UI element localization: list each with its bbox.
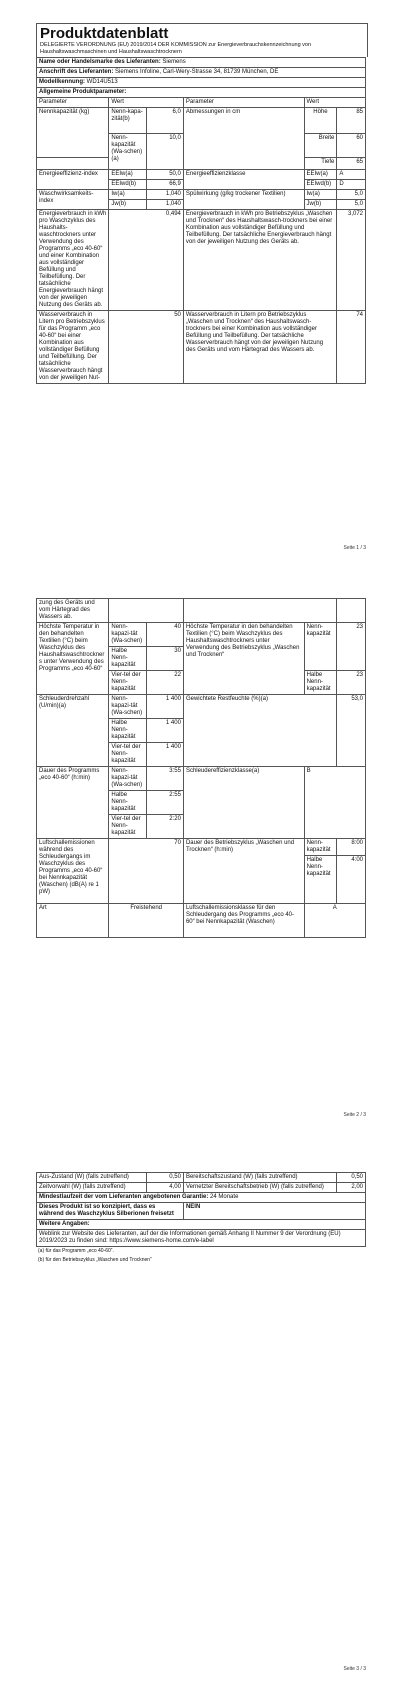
- temp-row-1: [37, 623, 366, 647]
- networked-standby-label: Vernetzter Bereitschaftsbetrieb (W) (falls zutreffend): [183, 1183, 337, 1193]
- rated-capacity-sub-2: Nenn-kapazität (Wa-schen)(a): [109, 134, 146, 170]
- temp-sub-1: Nenn-kapazi-tät (Wa-schen): [109, 623, 146, 647]
- duration-row-1: [37, 767, 366, 791]
- header: [36, 23, 368, 57]
- rinse-sub-1: Iw(a): [304, 190, 337, 200]
- spin-value-1: 1 400: [146, 695, 183, 719]
- page-number-1: Seite 1 / 3: [343, 545, 366, 551]
- model-label: Modellkennung:: [39, 79, 85, 85]
- further-info-label: Weitere Angaben:: [37, 1220, 366, 1230]
- water-label-right: Wasserverbrauch in Litern pro Betriebszyklus „Waschen und Trocknen“ des Haushaltswasch-trockners bei einer Kombination aus vollständiger Befüllung und Teilbefüllung. Der tatsächliche Wasserverbrauch hängt von der jeweiligen Nutzung des Geräts und vom Härtegrad des Wassers ab.: [183, 311, 337, 384]
- wash-dry-duration-sub-1: Nenn-kapazität: [304, 839, 337, 856]
- warranty-value: 24 Monate: [210, 1194, 239, 1200]
- spin-value-2: 1 400: [146, 719, 183, 743]
- warranty-label: Mindestlaufzeit der vom Lieferanten angebotenen Garantie:: [39, 1194, 209, 1200]
- networked-standby-value: 2,00: [337, 1183, 366, 1193]
- temp-value-1: 40: [146, 623, 183, 647]
- noise-row-1: [37, 839, 366, 856]
- brand-label: Name oder Handelsmarke des Lieferanten:: [39, 59, 161, 65]
- wash-value-1: 1,040: [146, 190, 183, 200]
- spin-sub-2: Halbe Nenn-kapazität: [109, 719, 146, 743]
- spin-row-1: [37, 695, 366, 719]
- wash-dry-duration-sub-2: Halbe Nenn-kapazität: [304, 856, 337, 904]
- height-value: 85: [337, 108, 366, 134]
- energy-value-right: 3,072: [337, 210, 366, 311]
- energy-class-value-1: A: [337, 170, 366, 180]
- model-row: [37, 78, 366, 88]
- col-header-value: Wert: [109, 98, 184, 108]
- rinse-label: Spülwirkung (g/kg trockener Textilien): [183, 190, 304, 210]
- col-header-parameter-right: Parameter: [183, 98, 304, 108]
- depth-value: 65: [337, 158, 366, 170]
- page-1: [0, 0, 400, 560]
- supplier-brand-row: [37, 58, 366, 68]
- height-label: Höhe: [304, 108, 337, 134]
- regulation-subtitle: DELEGIERTE VERORDNUNG (EU) 2019/2014 DER KOMMISSION zur Energieverbrauchskennzeichnung von Haushaltswaschmaschinen und Haushaltswaschtrocknern: [40, 42, 312, 55]
- spin-sub-1: Nenn-kapazi-tät (Wa-schen): [109, 695, 146, 719]
- page-title: Produktdatenblatt: [40, 25, 169, 42]
- duration-sub-3: Vier-tel der Nenn-kapazität: [109, 815, 146, 839]
- rated-capacity-value-1: 6,0: [146, 108, 183, 134]
- duration-value-3: 2:20: [146, 815, 183, 839]
- spin-class-label: Schleudereffizienzklasse(a): [183, 767, 304, 839]
- page-2: [0, 560, 400, 1140]
- warranty-row: [37, 1193, 366, 1203]
- model-value: WD14U513: [86, 79, 118, 85]
- temp-value-2: 30: [146, 647, 183, 671]
- silver-ions-row: [37, 1203, 366, 1220]
- wash-sub-1: Iw(a): [109, 190, 146, 200]
- temp-label-left: Höchste Temperatur in den behandelten Textilien (°C) beim Waschzyklus des Haushaltswaschtrockners unter Verwendung des Programms „eco 40-60“: [37, 623, 109, 695]
- rinse-value-2: 5,0: [337, 200, 366, 210]
- energy-consumption-row: [37, 210, 366, 311]
- weblink-row: [37, 1230, 366, 1247]
- spin-value-3: 1 400: [146, 743, 183, 767]
- type-row: [37, 904, 366, 938]
- energy-class-value-2: D: [337, 180, 366, 190]
- off-mode-label: Aus-Zustand (W) (falls zutreffend): [37, 1173, 147, 1183]
- eei-row-1: [37, 170, 366, 180]
- continuation-row: [37, 599, 366, 623]
- supplier-address-row: [37, 68, 366, 78]
- type-value: Freistehend: [109, 904, 184, 938]
- type-label: Art: [37, 904, 109, 938]
- wash-row-1: [37, 190, 366, 200]
- silver-ions-value: NEIN: [183, 1203, 365, 1220]
- wash-label: Waschwirksamkeits-index: [37, 190, 109, 210]
- noise-value: 70: [109, 839, 184, 904]
- temp-sub-2: Halbe Nenn-kapazität: [109, 647, 146, 671]
- general-params-heading: Allgemeine Produktparameter:: [37, 88, 366, 98]
- wash-dry-duration-label: Dauer des Betriebszyklus „Waschen und Trocknen“ (h:min): [183, 839, 304, 904]
- width-label: Breite: [304, 134, 337, 158]
- general-params-row: [37, 88, 366, 98]
- water-value-right: 74: [337, 311, 366, 384]
- off-mode-row: [37, 1173, 366, 1183]
- energy-class-label: Energieeffizienzklasse: [183, 170, 304, 190]
- rated-capacity-sub-1: Nenn-kapa-zität(b): [109, 108, 146, 134]
- rinse-sub-2: Jw(b): [304, 200, 337, 210]
- temp-right-value-1: 23: [337, 623, 366, 671]
- page-number-2: Seite 2 / 3: [343, 1112, 366, 1118]
- eei-value-2: 66,9: [146, 180, 183, 190]
- eei-sub-2: EEIwd(b): [109, 180, 146, 190]
- delay-start-row: [37, 1183, 366, 1193]
- dimensions-label: Abmessungen in cm: [183, 108, 304, 170]
- noise-class-value: A: [304, 904, 365, 938]
- page-3: [0, 1140, 400, 1698]
- wash-value-2: 1,040: [146, 200, 183, 210]
- silver-ions-label: Dieses Produkt ist so konzipiert, dass es während des Waschzyklus Silberionen freisetzt: [37, 1203, 184, 1220]
- temp-sub-3: Vier-tel der Nenn-kapazität: [109, 671, 146, 695]
- temp-right-value-2: 23: [337, 671, 366, 695]
- temp-value-3: 22: [146, 671, 183, 695]
- product-data-table-1: [36, 57, 366, 384]
- col-header-value-right: Wert: [304, 98, 366, 108]
- duration-value-1: 3:55: [146, 767, 183, 791]
- energy-class-sub-2: EEIwd(b): [304, 180, 337, 190]
- product-data-table-2: [36, 598, 366, 938]
- eei-label: Energieeffizienz-index: [37, 170, 109, 190]
- footnote-a: (a) für das Programm „eco 40-60“.: [38, 1248, 114, 1254]
- duration-label-left: Dauer des Programms „eco 40-60“ (h:min): [37, 767, 109, 839]
- water-value-left: 50: [109, 311, 184, 384]
- off-mode-value: 0,50: [146, 1173, 183, 1183]
- water-consumption-row: [37, 311, 366, 384]
- column-header-row: [37, 98, 366, 108]
- noise-class-label: Luftschallemissionsklasse für den Schleudergang des Programms „eco 40-60“ bei Nennkapazität (Waschen): [183, 904, 304, 938]
- col-header-parameter: Parameter: [37, 98, 109, 108]
- standby-value: 0,50: [337, 1173, 366, 1183]
- width-value: 60: [337, 134, 366, 158]
- energy-class-sub-1: EEIw(a): [304, 170, 337, 180]
- brand-value: Siemens: [162, 59, 186, 65]
- footnote-b: (b) für den Betriebszyklus „Waschen und Trocknen“: [38, 1256, 152, 1263]
- rated-capacity-value-2: 10,0: [146, 134, 183, 170]
- duration-sub-2: Halbe Nenn-kapazität: [109, 791, 146, 815]
- spin-class-value: B: [304, 767, 365, 839]
- eei-sub-1: EEIw(a): [109, 170, 146, 180]
- water-label-left: Wasserverbrauch in Litern pro Betriebszyklus für das Programm „eco 40-60“ bei einer Kombination aus vollständiger Befüllung und Teilbefüllung. Der tatsächliche Wasserverbrauch hängt von der jeweiligen Nut-: [37, 311, 109, 384]
- moisture-value: 53,0: [337, 695, 366, 767]
- moisture-label: Gewichtete Restfeuchte (%)(a): [183, 695, 337, 767]
- energy-label-right: Energieverbrauch in kWh pro Betriebszyklus „Waschen und Trocknen“ des Haushaltswasch-trockners bei einer Kombination aus vollständiger Befüllung und Teilbefüllung. Der tatsächliche Energieverbrauch hängt von der jeweiligen Nutzung des Geräts ab.: [183, 210, 337, 311]
- standby-label: Bereitschaftszustand (W) (falls zutreffend): [183, 1173, 337, 1183]
- water-label-continued: zung des Geräts und vom Härtegrad des Wassers ab.: [37, 599, 109, 623]
- delay-start-value: 4,00: [146, 1183, 183, 1193]
- address-label: Anschrift des Lieferanten:: [39, 69, 114, 75]
- further-info-row: [37, 1220, 366, 1230]
- temp-right-sub-1: Nenn-kapazität: [304, 623, 337, 671]
- eei-value-1: 50,0: [146, 170, 183, 180]
- rated-capacity-row-1: [37, 108, 366, 134]
- rinse-value-1: 5,0: [337, 190, 366, 200]
- address-value: Siemens Infoline, Carl-Wery-Strasse 34, 81739 München, DE: [115, 69, 279, 75]
- wash-sub-2: Jw(b): [109, 200, 146, 210]
- delay-start-label: Zeitvorwahl (W) (falls zutreffend): [37, 1183, 147, 1193]
- product-data-table-3: [36, 1172, 366, 1247]
- noise-label-left: Luftschallemissionen während des Schleudergangs im Waschzyklus des Programms „eco 40-60“ bei Nennkapazität (Waschen) (dB(A) re 1 pW): [37, 839, 109, 904]
- temp-right-sub-2: Halbe Nenn-kapazität: [304, 671, 337, 695]
- page-number-3: Seite 3 / 3: [343, 1666, 366, 1672]
- duration-value-2: 2:55: [146, 791, 183, 815]
- depth-label: Tiefe: [304, 158, 337, 170]
- rated-capacity-label: Nennkapazität (kg): [37, 108, 109, 158]
- energy-value-left: 0,494: [109, 210, 184, 311]
- wash-dry-duration-value-1: 8:00: [337, 839, 366, 856]
- weblink-text: Weblink zur Website des Lieferanten, auf der die Informationen gemäß Anhang II Nummer 9 der Verordnung (EU) 2019/2023 zu finden sind: https://www.siemens-home.com/e-label: [37, 1230, 366, 1247]
- energy-label-left: Energieverbrauch in kWh pro Waschzyklus des Haushalts-waschtrockners unter Verwendung des Programms „eco 40-60“ und einer Kombination aus vollständiger Befüllung und Teilbefüllung. Der tatsächliche Energieverbrauch hängt von der jeweiligen Nutzung des Geräts ab.: [37, 210, 109, 311]
- temp-label-right: Höchste Temperatur in den behandelten Textilien (°C) beim Waschzyklus des Haushaltswaschtrockners unter Verwendung des Betriebszyklus „Waschen und Trocknen“: [183, 623, 304, 695]
- wash-dry-duration-value-2: 4:00: [337, 856, 366, 904]
- spin-label-left: Schleuderdrehzahl (U/min)(a): [37, 695, 109, 767]
- duration-sub-1: Nenn-kapazi-tät (Wa-schen): [109, 767, 146, 791]
- spin-sub-3: Vier-tel der Nenn-kapazität: [109, 743, 146, 767]
